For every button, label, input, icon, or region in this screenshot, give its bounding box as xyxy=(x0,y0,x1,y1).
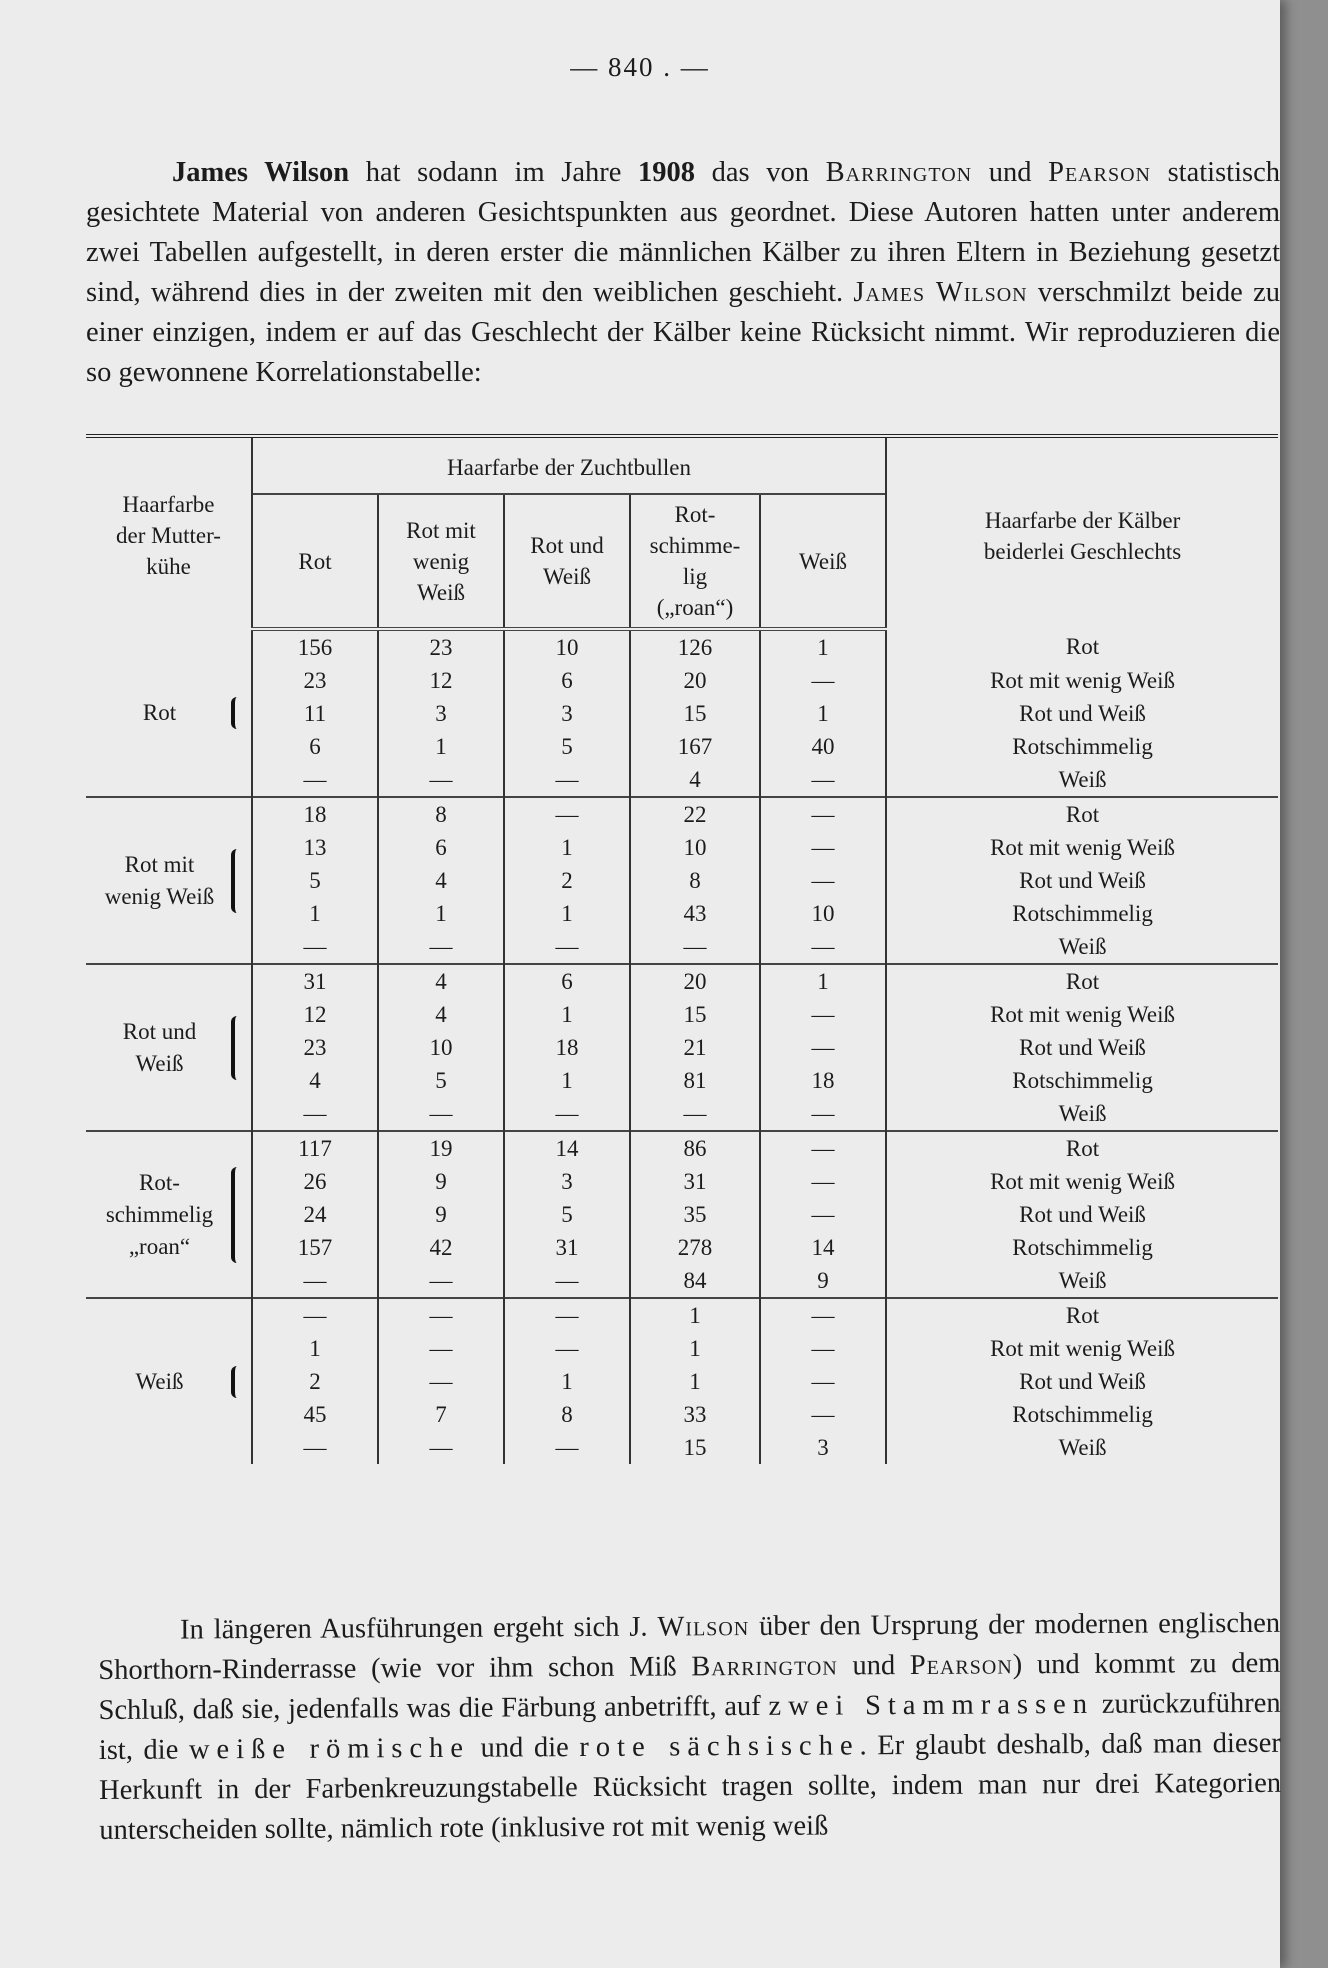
count-cell: 10 xyxy=(378,1031,504,1064)
table-row xyxy=(86,1332,1278,1365)
count-cell: 1 xyxy=(630,1365,760,1398)
calf-color-label: Rot und Weiß xyxy=(886,1031,1278,1064)
calf-color-label: Rot xyxy=(886,1298,1278,1332)
calf-color-label: Rot xyxy=(886,1131,1278,1165)
count-cell: — xyxy=(504,797,630,831)
table-row xyxy=(86,1264,1278,1298)
count-cell: 1 xyxy=(504,998,630,1031)
table-row xyxy=(86,1431,1278,1464)
count-cell: 14 xyxy=(760,1231,886,1264)
emphasis-rote-saechsische: rote sächsische xyxy=(579,1729,860,1763)
emphasis-weisse-roemische: weiße römische xyxy=(188,1732,471,1765)
calf-color-label: Rot mit wenig Weiß xyxy=(886,1165,1278,1198)
count-cell: — xyxy=(504,1264,630,1298)
count-cell: 20 xyxy=(630,664,760,697)
count-cell: 40 xyxy=(760,730,886,763)
count-cell: 84 xyxy=(630,1264,760,1298)
calf-color-label: Rotschimmelig xyxy=(886,897,1278,930)
count-cell: — xyxy=(760,1365,886,1398)
count-cell: 156 xyxy=(252,629,378,664)
calf-color-label: Rot mit wenig Weiß xyxy=(886,831,1278,864)
table-row xyxy=(86,930,1278,964)
count-cell: 5 xyxy=(378,1064,504,1097)
count-cell: — xyxy=(378,1298,504,1332)
count-cell: 24 xyxy=(252,1198,378,1231)
count-cell: 26 xyxy=(252,1165,378,1198)
count-cell: 11 xyxy=(252,697,378,730)
table-row xyxy=(86,763,1278,797)
count-cell: 1 xyxy=(252,1332,378,1365)
calf-color-label: Rotschimmelig xyxy=(886,1231,1278,1264)
bull-col-header: Rot xyxy=(252,494,378,629)
calf-color-label: Rotschimmelig xyxy=(886,1398,1278,1431)
count-cell: — xyxy=(504,1332,630,1365)
count-cell: 22 xyxy=(630,797,760,831)
count-cell: — xyxy=(760,864,886,897)
count-cell: 43 xyxy=(630,897,760,930)
count-cell: 19 xyxy=(378,1131,504,1165)
count-cell: 9 xyxy=(378,1165,504,1198)
table-row xyxy=(86,831,1278,864)
count-cell: — xyxy=(252,763,378,797)
count-cell: — xyxy=(378,1365,504,1398)
count-cell: — xyxy=(504,1298,630,1332)
count-cell: 278 xyxy=(630,1231,760,1264)
calf-color-label: Weiß xyxy=(886,1431,1278,1464)
table-row xyxy=(86,998,1278,1031)
table-body xyxy=(86,629,1278,1464)
count-cell: 4 xyxy=(378,998,504,1031)
closing-paragraph: In längeren Ausführungen ergeht sich J. Wilson über den Ursprung der modernen englischen Shorthorn-Rinderrasse (wie vor ihm schon Miß Barrington und Pearson) und kommt zu dem Schluß, daß sie, jedenfalls was die Färbung anbetrifft, auf zwei Stammrassen zurückzuführen ist, die weiße römische und die rote sächsische. Er glaubt deshalb, daß man dieser Herkunft in der Farbenkreuzungstabelle Rücksicht tragen sollte, indem man nur drei Kategorien unterscheiden sollte, nämlich rote (inklusive rot mit wenig weiß xyxy=(98,1607,1282,1846)
calf-color-label: Rotschimmelig xyxy=(886,730,1278,763)
count-cell: — xyxy=(252,930,378,964)
count-cell: 1 xyxy=(504,1064,630,1097)
count-cell: — xyxy=(630,930,760,964)
year: 1908 xyxy=(638,156,696,188)
count-cell: 6 xyxy=(252,730,378,763)
count-cell: 4 xyxy=(378,864,504,897)
count-cell: — xyxy=(760,1165,886,1198)
count-cell: — xyxy=(378,1431,504,1464)
intro-paragraph: James Wilson hat sodann im Jahre 1908 das von Barrington und Pearson statistisch gesichtete Material von anderen Gesichtspunkten aus geordnet. Diese Autoren hatten unter anderem zwei Tabellen aufgestellt, in deren erster die männlichen Kälber zu ihren Eltern in Beziehung gesetzt sind, während dies in der zweiten mit den weiblichen geschieht. James Wilson verschmilzt beide zu einer einzigen, indem er auf das Geschlecht der Kälber keine Rücksicht nimmt. Wir reproduzieren die so gewonnene Korrelationstabelle: xyxy=(86,156,1281,388)
count-cell: 1 xyxy=(760,964,886,998)
count-cell: 10 xyxy=(760,897,886,930)
count-cell: 126 xyxy=(630,629,760,664)
count-cell: — xyxy=(760,1398,886,1431)
count-cell: — xyxy=(760,930,886,964)
count-cell: 86 xyxy=(630,1131,760,1165)
count-cell: 3 xyxy=(504,697,630,730)
count-cell: 4 xyxy=(630,763,760,797)
count-cell: 45 xyxy=(252,1398,378,1431)
bull-col-header: Rot mit wenig Weiß xyxy=(378,494,504,629)
table-row xyxy=(86,1298,1278,1332)
count-cell: — xyxy=(504,1097,630,1131)
count-cell: — xyxy=(378,1332,504,1365)
count-cell: 81 xyxy=(630,1064,760,1097)
count-cell: 5 xyxy=(504,730,630,763)
count-cell: 18 xyxy=(504,1031,630,1064)
table-row xyxy=(86,964,1278,998)
calf-color-label: Rot xyxy=(886,629,1278,664)
count-cell: — xyxy=(760,1298,886,1332)
calf-color-label: Rot mit wenig Weiß xyxy=(886,664,1278,697)
calf-color-label: Rot xyxy=(886,797,1278,831)
count-cell: 1 xyxy=(504,1365,630,1398)
count-cell: 4 xyxy=(252,1064,378,1097)
count-cell: 18 xyxy=(252,797,378,831)
table-row xyxy=(86,1031,1278,1064)
count-cell: — xyxy=(252,1431,378,1464)
calf-color-label: Weiß xyxy=(886,1097,1278,1131)
mother-color-label: Rot xyxy=(86,629,252,797)
count-cell: — xyxy=(378,1264,504,1298)
table-row xyxy=(86,730,1278,763)
count-cell: — xyxy=(760,998,886,1031)
count-cell: 167 xyxy=(630,730,760,763)
count-cell: — xyxy=(760,1097,886,1131)
bull-col-header: Rot und Weiß xyxy=(504,494,630,629)
count-cell: 9 xyxy=(760,1264,886,1298)
table-row xyxy=(86,1064,1278,1097)
count-cell: 1 xyxy=(760,697,886,730)
count-cell: — xyxy=(630,1097,760,1131)
count-cell: 6 xyxy=(378,831,504,864)
count-cell: 13 xyxy=(252,831,378,864)
mother-color-label: Rot und Weiß xyxy=(86,964,252,1131)
group-brace xyxy=(231,849,245,913)
mother-color-label: Weiß xyxy=(86,1298,252,1464)
calf-color-label: Rot mit wenig Weiß xyxy=(886,1332,1278,1365)
count-cell: 2 xyxy=(252,1365,378,1398)
table-row xyxy=(86,697,1278,730)
count-cell: 42 xyxy=(378,1231,504,1264)
count-cell: 1 xyxy=(504,831,630,864)
count-cell: 1 xyxy=(252,897,378,930)
count-cell: 23 xyxy=(378,629,504,664)
count-cell: 31 xyxy=(630,1165,760,1198)
page-number: — 840 . — xyxy=(570,52,710,82)
bull-color-header: Haarfarbe der Zuchtbullen xyxy=(252,436,886,494)
count-cell: 35 xyxy=(630,1198,760,1231)
count-cell: 5 xyxy=(252,864,378,897)
count-cell: — xyxy=(760,1131,886,1165)
calf-color-label: Weiß xyxy=(886,763,1278,797)
count-cell: 1 xyxy=(760,629,886,664)
author-name: James Wilson xyxy=(172,156,350,188)
group-brace xyxy=(231,1016,245,1080)
count-cell: 3 xyxy=(760,1431,886,1464)
count-cell: — xyxy=(760,797,886,831)
count-cell: — xyxy=(760,664,886,697)
count-cell: 12 xyxy=(252,998,378,1031)
count-cell: 4 xyxy=(378,964,504,998)
table-row xyxy=(86,864,1278,897)
table-row xyxy=(86,1198,1278,1231)
count-cell: — xyxy=(760,763,886,797)
count-cell: 33 xyxy=(630,1398,760,1431)
count-cell: 10 xyxy=(504,629,630,664)
count-cell: — xyxy=(378,1097,504,1131)
group-brace xyxy=(231,1167,245,1263)
count-cell: 20 xyxy=(630,964,760,998)
mother-color-label: Rot- schimmelig „roan“ xyxy=(86,1131,252,1298)
table-row xyxy=(86,897,1278,930)
count-cell: 8 xyxy=(378,797,504,831)
count-cell: 15 xyxy=(630,1431,760,1464)
count-cell: — xyxy=(760,1031,886,1064)
count-cell: — xyxy=(504,1431,630,1464)
count-cell: 12 xyxy=(378,664,504,697)
count-cell: 1 xyxy=(378,897,504,930)
calf-color-label: Rot mit wenig Weiß xyxy=(886,998,1278,1031)
count-cell: 157 xyxy=(252,1231,378,1264)
calf-color-label: Rot und Weiß xyxy=(886,697,1278,730)
count-cell: 117 xyxy=(252,1131,378,1165)
count-cell: — xyxy=(252,1097,378,1131)
table-row xyxy=(86,1365,1278,1398)
group-brace xyxy=(231,697,245,729)
calf-color-label: Rot und Weiß xyxy=(886,864,1278,897)
emphasis-zwei-stammrassen: zwei Stammrassen xyxy=(768,1688,1095,1722)
count-cell: 9 xyxy=(378,1198,504,1231)
calf-color-label: Weiß xyxy=(886,930,1278,964)
count-cell: — xyxy=(378,763,504,797)
correlation-table xyxy=(86,434,1278,1464)
count-cell: 3 xyxy=(378,697,504,730)
count-cell: 3 xyxy=(504,1165,630,1198)
count-cell: 7 xyxy=(378,1398,504,1431)
count-cell: 5 xyxy=(504,1198,630,1231)
count-cell: 8 xyxy=(504,1398,630,1431)
count-cell: 15 xyxy=(630,697,760,730)
count-cell: 1 xyxy=(504,897,630,930)
count-cell: — xyxy=(760,1198,886,1231)
mother-color-header: Haarfarbe der Mutter- kühe xyxy=(116,492,221,579)
count-cell: — xyxy=(760,1332,886,1365)
count-cell: 14 xyxy=(504,1131,630,1165)
table-row xyxy=(86,664,1278,697)
count-cell: 31 xyxy=(252,964,378,998)
calf-color-label: Weiß xyxy=(886,1264,1278,1298)
count-cell: 10 xyxy=(630,831,760,864)
mother-color-label: Rot mit wenig Weiß xyxy=(86,797,252,964)
count-cell: 18 xyxy=(760,1064,886,1097)
count-cell: 15 xyxy=(630,998,760,1031)
count-cell: — xyxy=(252,1264,378,1298)
count-cell: — xyxy=(760,831,886,864)
count-cell: 1 xyxy=(630,1332,760,1365)
count-cell: 6 xyxy=(504,964,630,998)
table-row xyxy=(86,1131,1278,1165)
bull-col-header: Rot- schimme- lig („roan“) xyxy=(630,494,760,629)
count-cell: 8 xyxy=(630,864,760,897)
count-cell: 6 xyxy=(504,664,630,697)
count-cell: 2 xyxy=(504,864,630,897)
table-row xyxy=(86,1398,1278,1431)
table-row xyxy=(86,1097,1278,1131)
group-brace xyxy=(231,1366,245,1398)
table-row xyxy=(86,797,1278,831)
calf-color-label: Rot und Weiß xyxy=(886,1365,1278,1398)
count-cell: 23 xyxy=(252,664,378,697)
calf-color-label: Rot und Weiß xyxy=(886,1198,1278,1231)
count-cell: — xyxy=(378,930,504,964)
count-cell: 1 xyxy=(630,1298,760,1332)
count-cell: 31 xyxy=(504,1231,630,1264)
bull-col-header: Weiß xyxy=(760,494,886,629)
count-cell: — xyxy=(504,930,630,964)
count-cell: 1 xyxy=(378,730,504,763)
count-cell: — xyxy=(504,763,630,797)
count-cell: 23 xyxy=(252,1031,378,1064)
calf-color-label: Rot xyxy=(886,964,1278,998)
table-row xyxy=(86,629,1278,664)
calf-color-label: Rotschimmelig xyxy=(886,1064,1278,1097)
count-cell: — xyxy=(252,1298,378,1332)
table-row xyxy=(86,1165,1278,1198)
calf-color-header: Haarfarbe der Kälber beiderlei Geschlechts xyxy=(886,436,1278,629)
table-row xyxy=(86,1231,1278,1264)
count-cell: 21 xyxy=(630,1031,760,1064)
